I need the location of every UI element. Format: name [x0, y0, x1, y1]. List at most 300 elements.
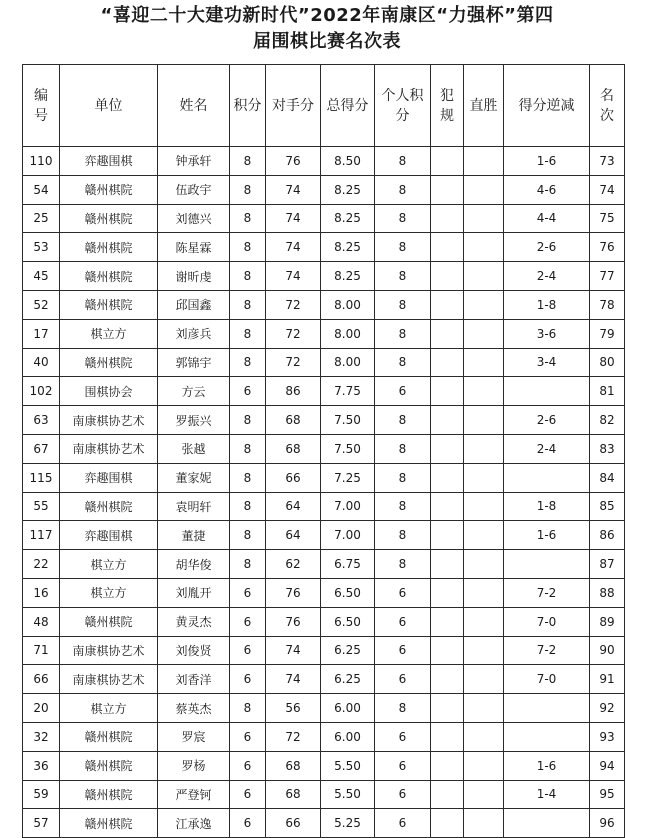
cell-name: 袁明轩	[158, 492, 230, 521]
cell-fouls	[431, 319, 464, 348]
cell-reverse-score: 1-4	[504, 780, 590, 809]
cell-opponent-score: 68	[266, 434, 321, 463]
table-row	[23, 319, 625, 348]
cell-fouls	[431, 636, 464, 665]
cell-id: 67	[23, 434, 60, 463]
cell-opponent-score: 76	[266, 578, 321, 607]
cell-rank: 93	[590, 722, 625, 751]
cell-total-score: 7.50	[321, 434, 375, 463]
cell-name: 邱国鑫	[158, 290, 230, 319]
cell-reverse-score: 3-4	[504, 348, 590, 377]
cell-fouls	[431, 348, 464, 377]
cell-id: 45	[23, 262, 60, 291]
cell-direct-win	[464, 434, 504, 463]
cell-name: 郭锦宇	[158, 348, 230, 377]
cell-total-score: 6.50	[321, 578, 375, 607]
cell-opponent-score: 74	[266, 636, 321, 665]
cell-rank: 83	[590, 434, 625, 463]
cell-reverse-score: 1-8	[504, 290, 590, 319]
cell-name: 刘德兴	[158, 204, 230, 233]
cell-personal-points: 8	[375, 290, 431, 319]
cell-points: 8	[230, 290, 266, 319]
table-row	[23, 348, 625, 377]
cell-reverse-score	[504, 694, 590, 723]
cell-reverse-score: 7-2	[504, 636, 590, 665]
cell-points: 8	[230, 233, 266, 262]
cell-rank: 96	[590, 809, 625, 838]
cell-name: 黄灵杰	[158, 607, 230, 636]
cell-name: 蔡英杰	[158, 694, 230, 723]
cell-rank: 86	[590, 521, 625, 550]
cell-points: 6	[230, 722, 266, 751]
cell-personal-points: 6	[375, 636, 431, 665]
cell-id: 17	[23, 319, 60, 348]
cell-rank: 95	[590, 780, 625, 809]
cell-unit: 南康棋协艺术	[60, 434, 158, 463]
cell-name: 方云	[158, 377, 230, 406]
cell-id: 48	[23, 607, 60, 636]
cell-direct-win	[464, 319, 504, 348]
cell-personal-points: 6	[375, 377, 431, 406]
cell-personal-points: 8	[375, 463, 431, 492]
cell-personal-points: 6	[375, 751, 431, 780]
cell-points: 6	[230, 377, 266, 406]
cell-total-score: 8.00	[321, 348, 375, 377]
cell-name: 钟承轩	[158, 147, 230, 176]
cell-total-score: 5.50	[321, 751, 375, 780]
cell-fouls	[431, 550, 464, 579]
cell-points: 6	[230, 665, 266, 694]
cell-total-score: 8.00	[321, 290, 375, 319]
cell-opponent-score: 66	[266, 809, 321, 838]
cell-total-score: 8.25	[321, 204, 375, 233]
cell-name: 刘香洋	[158, 665, 230, 694]
cell-rank: 88	[590, 578, 625, 607]
cell-personal-points: 6	[375, 809, 431, 838]
table-row	[23, 204, 625, 233]
cell-personal-points: 8	[375, 406, 431, 435]
cell-name: 刘彦兵	[158, 319, 230, 348]
table-row	[23, 665, 625, 694]
cell-rank: 91	[590, 665, 625, 694]
cell-total-score: 6.50	[321, 607, 375, 636]
cell-fouls	[431, 434, 464, 463]
cell-direct-win	[464, 406, 504, 435]
cell-id: 57	[23, 809, 60, 838]
cell-rank: 84	[590, 463, 625, 492]
cell-unit: 围棋协会	[60, 377, 158, 406]
cell-name: 董家妮	[158, 463, 230, 492]
cell-points: 8	[230, 319, 266, 348]
cell-id: 52	[23, 290, 60, 319]
cell-reverse-score: 1-6	[504, 751, 590, 780]
cell-reverse-score	[504, 550, 590, 579]
header-points: 积分	[230, 65, 266, 147]
cell-id: 40	[23, 348, 60, 377]
cell-total-score: 5.50	[321, 780, 375, 809]
cell-rank: 77	[590, 262, 625, 291]
cell-unit: 南康棋协艺术	[60, 665, 158, 694]
cell-personal-points: 6	[375, 607, 431, 636]
cell-total-score: 8.25	[321, 233, 375, 262]
cell-fouls	[431, 175, 464, 204]
cell-points: 8	[230, 521, 266, 550]
cell-personal-points: 8	[375, 262, 431, 291]
cell-unit: 赣州棋院	[60, 751, 158, 780]
cell-opponent-score: 62	[266, 550, 321, 579]
cell-personal-points: 6	[375, 722, 431, 751]
cell-fouls	[431, 665, 464, 694]
cell-total-score: 7.25	[321, 463, 375, 492]
cell-opponent-score: 72	[266, 348, 321, 377]
cell-opponent-score: 76	[266, 607, 321, 636]
cell-reverse-score	[504, 377, 590, 406]
cell-name: 谢昕虔	[158, 262, 230, 291]
cell-unit: 棋立方	[60, 578, 158, 607]
cell-fouls	[431, 809, 464, 838]
cell-direct-win	[464, 204, 504, 233]
cell-personal-points: 8	[375, 319, 431, 348]
cell-name: 陈星霖	[158, 233, 230, 262]
cell-reverse-score: 1-8	[504, 492, 590, 521]
cell-id: 59	[23, 780, 60, 809]
table-row	[23, 406, 625, 435]
cell-points: 8	[230, 348, 266, 377]
cell-opponent-score: 56	[266, 694, 321, 723]
cell-fouls	[431, 463, 464, 492]
cell-personal-points: 8	[375, 492, 431, 521]
cell-reverse-score: 7-2	[504, 578, 590, 607]
cell-name: 刘胤开	[158, 578, 230, 607]
cell-fouls	[431, 233, 464, 262]
cell-total-score: 7.00	[321, 492, 375, 521]
cell-opponent-score: 86	[266, 377, 321, 406]
cell-fouls	[431, 751, 464, 780]
cell-opponent-score: 74	[266, 204, 321, 233]
cell-id: 66	[23, 665, 60, 694]
cell-personal-points: 6	[375, 578, 431, 607]
cell-opponent-score: 74	[266, 665, 321, 694]
cell-total-score: 6.75	[321, 550, 375, 579]
cell-rank: 92	[590, 694, 625, 723]
cell-direct-win	[464, 636, 504, 665]
cell-unit: 弈趣围棋	[60, 463, 158, 492]
cell-points: 6	[230, 578, 266, 607]
cell-direct-win	[464, 550, 504, 579]
cell-unit: 赣州棋院	[60, 809, 158, 838]
cell-rank: 85	[590, 492, 625, 521]
cell-total-score: 8.25	[321, 262, 375, 291]
cell-personal-points: 8	[375, 233, 431, 262]
table-row	[23, 809, 625, 838]
cell-direct-win	[464, 262, 504, 291]
header-personal-points: 个人积分	[375, 65, 431, 147]
cell-direct-win	[464, 175, 504, 204]
cell-points: 8	[230, 550, 266, 579]
cell-opponent-score: 72	[266, 722, 321, 751]
cell-fouls	[431, 694, 464, 723]
cell-points: 6	[230, 751, 266, 780]
table-row	[23, 780, 625, 809]
cell-fouls	[431, 722, 464, 751]
cell-direct-win	[464, 521, 504, 550]
cell-id: 25	[23, 204, 60, 233]
cell-name: 罗宸	[158, 722, 230, 751]
cell-unit: 赣州棋院	[60, 262, 158, 291]
cell-points: 8	[230, 492, 266, 521]
cell-direct-win	[464, 377, 504, 406]
cell-direct-win	[464, 290, 504, 319]
cell-direct-win	[464, 492, 504, 521]
cell-id: 32	[23, 722, 60, 751]
cell-total-score: 7.00	[321, 521, 375, 550]
header-direct-win: 直胜	[464, 65, 504, 147]
cell-unit: 南康棋协艺术	[60, 406, 158, 435]
cell-total-score: 7.75	[321, 377, 375, 406]
cell-rank: 81	[590, 377, 625, 406]
cell-reverse-score: 4-6	[504, 175, 590, 204]
cell-id: 63	[23, 406, 60, 435]
cell-fouls	[431, 290, 464, 319]
cell-reverse-score: 7-0	[504, 665, 590, 694]
table-row	[23, 262, 625, 291]
table-row	[23, 377, 625, 406]
cell-rank: 76	[590, 233, 625, 262]
header-total-score: 总得分	[321, 65, 375, 147]
table-row	[23, 521, 625, 550]
cell-opponent-score: 74	[266, 233, 321, 262]
cell-direct-win	[464, 780, 504, 809]
cell-opponent-score: 64	[266, 521, 321, 550]
cell-rank: 89	[590, 607, 625, 636]
cell-unit: 棋立方	[60, 694, 158, 723]
cell-name: 罗杨	[158, 751, 230, 780]
cell-opponent-score: 68	[266, 406, 321, 435]
cell-rank: 82	[590, 406, 625, 435]
table-row	[23, 722, 625, 751]
cell-total-score: 6.25	[321, 636, 375, 665]
table-row	[23, 175, 625, 204]
cell-id: 55	[23, 492, 60, 521]
cell-direct-win	[464, 751, 504, 780]
cell-unit: 赣州棋院	[60, 290, 158, 319]
cell-total-score: 5.25	[321, 809, 375, 838]
cell-reverse-score: 2-4	[504, 262, 590, 291]
ranking-table	[22, 64, 625, 838]
cell-unit: 赣州棋院	[60, 492, 158, 521]
cell-direct-win	[464, 147, 504, 176]
cell-points: 8	[230, 262, 266, 291]
cell-personal-points: 8	[375, 521, 431, 550]
cell-rank: 78	[590, 290, 625, 319]
table-row	[23, 636, 625, 665]
cell-total-score: 7.50	[321, 406, 375, 435]
cell-personal-points: 8	[375, 694, 431, 723]
cell-reverse-score: 7-0	[504, 607, 590, 636]
cell-points: 6	[230, 607, 266, 636]
header-reverse-score: 得分逆减	[504, 65, 590, 147]
cell-personal-points: 8	[375, 175, 431, 204]
cell-direct-win	[464, 694, 504, 723]
table-row	[23, 233, 625, 262]
cell-direct-win	[464, 809, 504, 838]
cell-rank: 94	[590, 751, 625, 780]
cell-points: 6	[230, 636, 266, 665]
cell-fouls	[431, 406, 464, 435]
cell-total-score: 6.25	[321, 665, 375, 694]
cell-unit: 赣州棋院	[60, 722, 158, 751]
cell-direct-win	[464, 665, 504, 694]
cell-points: 6	[230, 780, 266, 809]
cell-personal-points: 6	[375, 665, 431, 694]
cell-personal-points: 8	[375, 204, 431, 233]
cell-unit: 弈趣围棋	[60, 147, 158, 176]
cell-fouls	[431, 377, 464, 406]
cell-name: 胡华俊	[158, 550, 230, 579]
cell-unit: 赣州棋院	[60, 175, 158, 204]
header-fouls: 犯规	[431, 65, 464, 147]
cell-points: 8	[230, 463, 266, 492]
cell-id: 22	[23, 550, 60, 579]
cell-opponent-score: 76	[266, 147, 321, 176]
header-rank: 名次	[590, 65, 625, 147]
table-row	[23, 290, 625, 319]
table-row	[23, 607, 625, 636]
cell-reverse-score	[504, 809, 590, 838]
cell-opponent-score: 64	[266, 492, 321, 521]
table-row	[23, 434, 625, 463]
cell-personal-points: 8	[375, 434, 431, 463]
cell-opponent-score: 72	[266, 319, 321, 348]
cell-unit: 赣州棋院	[60, 607, 158, 636]
cell-personal-points: 8	[375, 348, 431, 377]
header-unit: 单位	[60, 65, 158, 147]
cell-fouls	[431, 147, 464, 176]
cell-id: 54	[23, 175, 60, 204]
table-row	[23, 492, 625, 521]
cell-id: 102	[23, 377, 60, 406]
cell-direct-win	[464, 607, 504, 636]
cell-reverse-score: 1-6	[504, 147, 590, 176]
cell-reverse-score: 2-4	[504, 434, 590, 463]
cell-direct-win	[464, 578, 504, 607]
cell-fouls	[431, 607, 464, 636]
cell-points: 8	[230, 694, 266, 723]
cell-reverse-score: 2-6	[504, 406, 590, 435]
cell-direct-win	[464, 233, 504, 262]
header-id: 编号	[23, 65, 60, 147]
cell-points: 8	[230, 204, 266, 233]
header-opponent-score: 对手分	[266, 65, 321, 147]
cell-reverse-score: 1-6	[504, 521, 590, 550]
document-title-line1: “喜迎二十大建功新时代”2022年南康区“力强杯”第四	[100, 5, 554, 26]
cell-reverse-score: 2-6	[504, 233, 590, 262]
cell-direct-win	[464, 348, 504, 377]
cell-id: 36	[23, 751, 60, 780]
cell-unit: 赣州棋院	[60, 204, 158, 233]
cell-personal-points: 8	[375, 550, 431, 579]
cell-name: 刘俊贤	[158, 636, 230, 665]
document-title-line2: 届围棋比赛名次表	[253, 31, 401, 52]
cell-name: 罗振兴	[158, 406, 230, 435]
cell-rank: 80	[590, 348, 625, 377]
cell-personal-points: 6	[375, 780, 431, 809]
cell-opponent-score: 72	[266, 290, 321, 319]
cell-unit: 弈趣围棋	[60, 521, 158, 550]
cell-unit: 赣州棋院	[60, 233, 158, 262]
cell-reverse-score	[504, 463, 590, 492]
cell-opponent-score: 68	[266, 751, 321, 780]
cell-rank: 73	[590, 147, 625, 176]
cell-name: 严登钶	[158, 780, 230, 809]
cell-personal-points: 8	[375, 147, 431, 176]
cell-fouls	[431, 578, 464, 607]
header-name: 姓名	[158, 65, 230, 147]
cell-points: 8	[230, 434, 266, 463]
table-row	[23, 751, 625, 780]
cell-points: 8	[230, 147, 266, 176]
cell-reverse-score	[504, 722, 590, 751]
cell-name: 江承逸	[158, 809, 230, 838]
cell-id: 20	[23, 694, 60, 723]
cell-total-score: 8.50	[321, 147, 375, 176]
cell-unit: 棋立方	[60, 319, 158, 348]
table-row	[23, 578, 625, 607]
cell-total-score: 6.00	[321, 722, 375, 751]
cell-total-score: 8.00	[321, 319, 375, 348]
table-row	[23, 147, 625, 176]
header-row	[23, 65, 625, 147]
cell-fouls	[431, 262, 464, 291]
cell-fouls	[431, 204, 464, 233]
cell-unit: 南康棋协艺术	[60, 636, 158, 665]
cell-direct-win	[464, 463, 504, 492]
cell-unit: 赣州棋院	[60, 780, 158, 809]
cell-points: 8	[230, 406, 266, 435]
cell-fouls	[431, 780, 464, 809]
cell-fouls	[431, 521, 464, 550]
cell-total-score: 8.25	[321, 175, 375, 204]
table-row	[23, 550, 625, 579]
cell-rank: 87	[590, 550, 625, 579]
cell-reverse-score: 4-4	[504, 204, 590, 233]
cell-name: 董捷	[158, 521, 230, 550]
cell-opponent-score: 68	[266, 780, 321, 809]
cell-rank: 90	[590, 636, 625, 665]
cell-name: 伍政宇	[158, 175, 230, 204]
cell-opponent-score: 66	[266, 463, 321, 492]
cell-unit: 棋立方	[60, 550, 158, 579]
table-row	[23, 463, 625, 492]
cell-unit: 赣州棋院	[60, 348, 158, 377]
cell-rank: 75	[590, 204, 625, 233]
cell-id: 117	[23, 521, 60, 550]
cell-direct-win	[464, 722, 504, 751]
cell-id: 115	[23, 463, 60, 492]
cell-points: 6	[230, 809, 266, 838]
cell-id: 110	[23, 147, 60, 176]
table-row	[23, 694, 625, 723]
cell-rank: 74	[590, 175, 625, 204]
cell-opponent-score: 74	[266, 175, 321, 204]
cell-id: 16	[23, 578, 60, 607]
cell-points: 8	[230, 175, 266, 204]
cell-reverse-score: 3-6	[504, 319, 590, 348]
cell-fouls	[431, 492, 464, 521]
cell-id: 53	[23, 233, 60, 262]
cell-rank: 79	[590, 319, 625, 348]
cell-id: 71	[23, 636, 60, 665]
